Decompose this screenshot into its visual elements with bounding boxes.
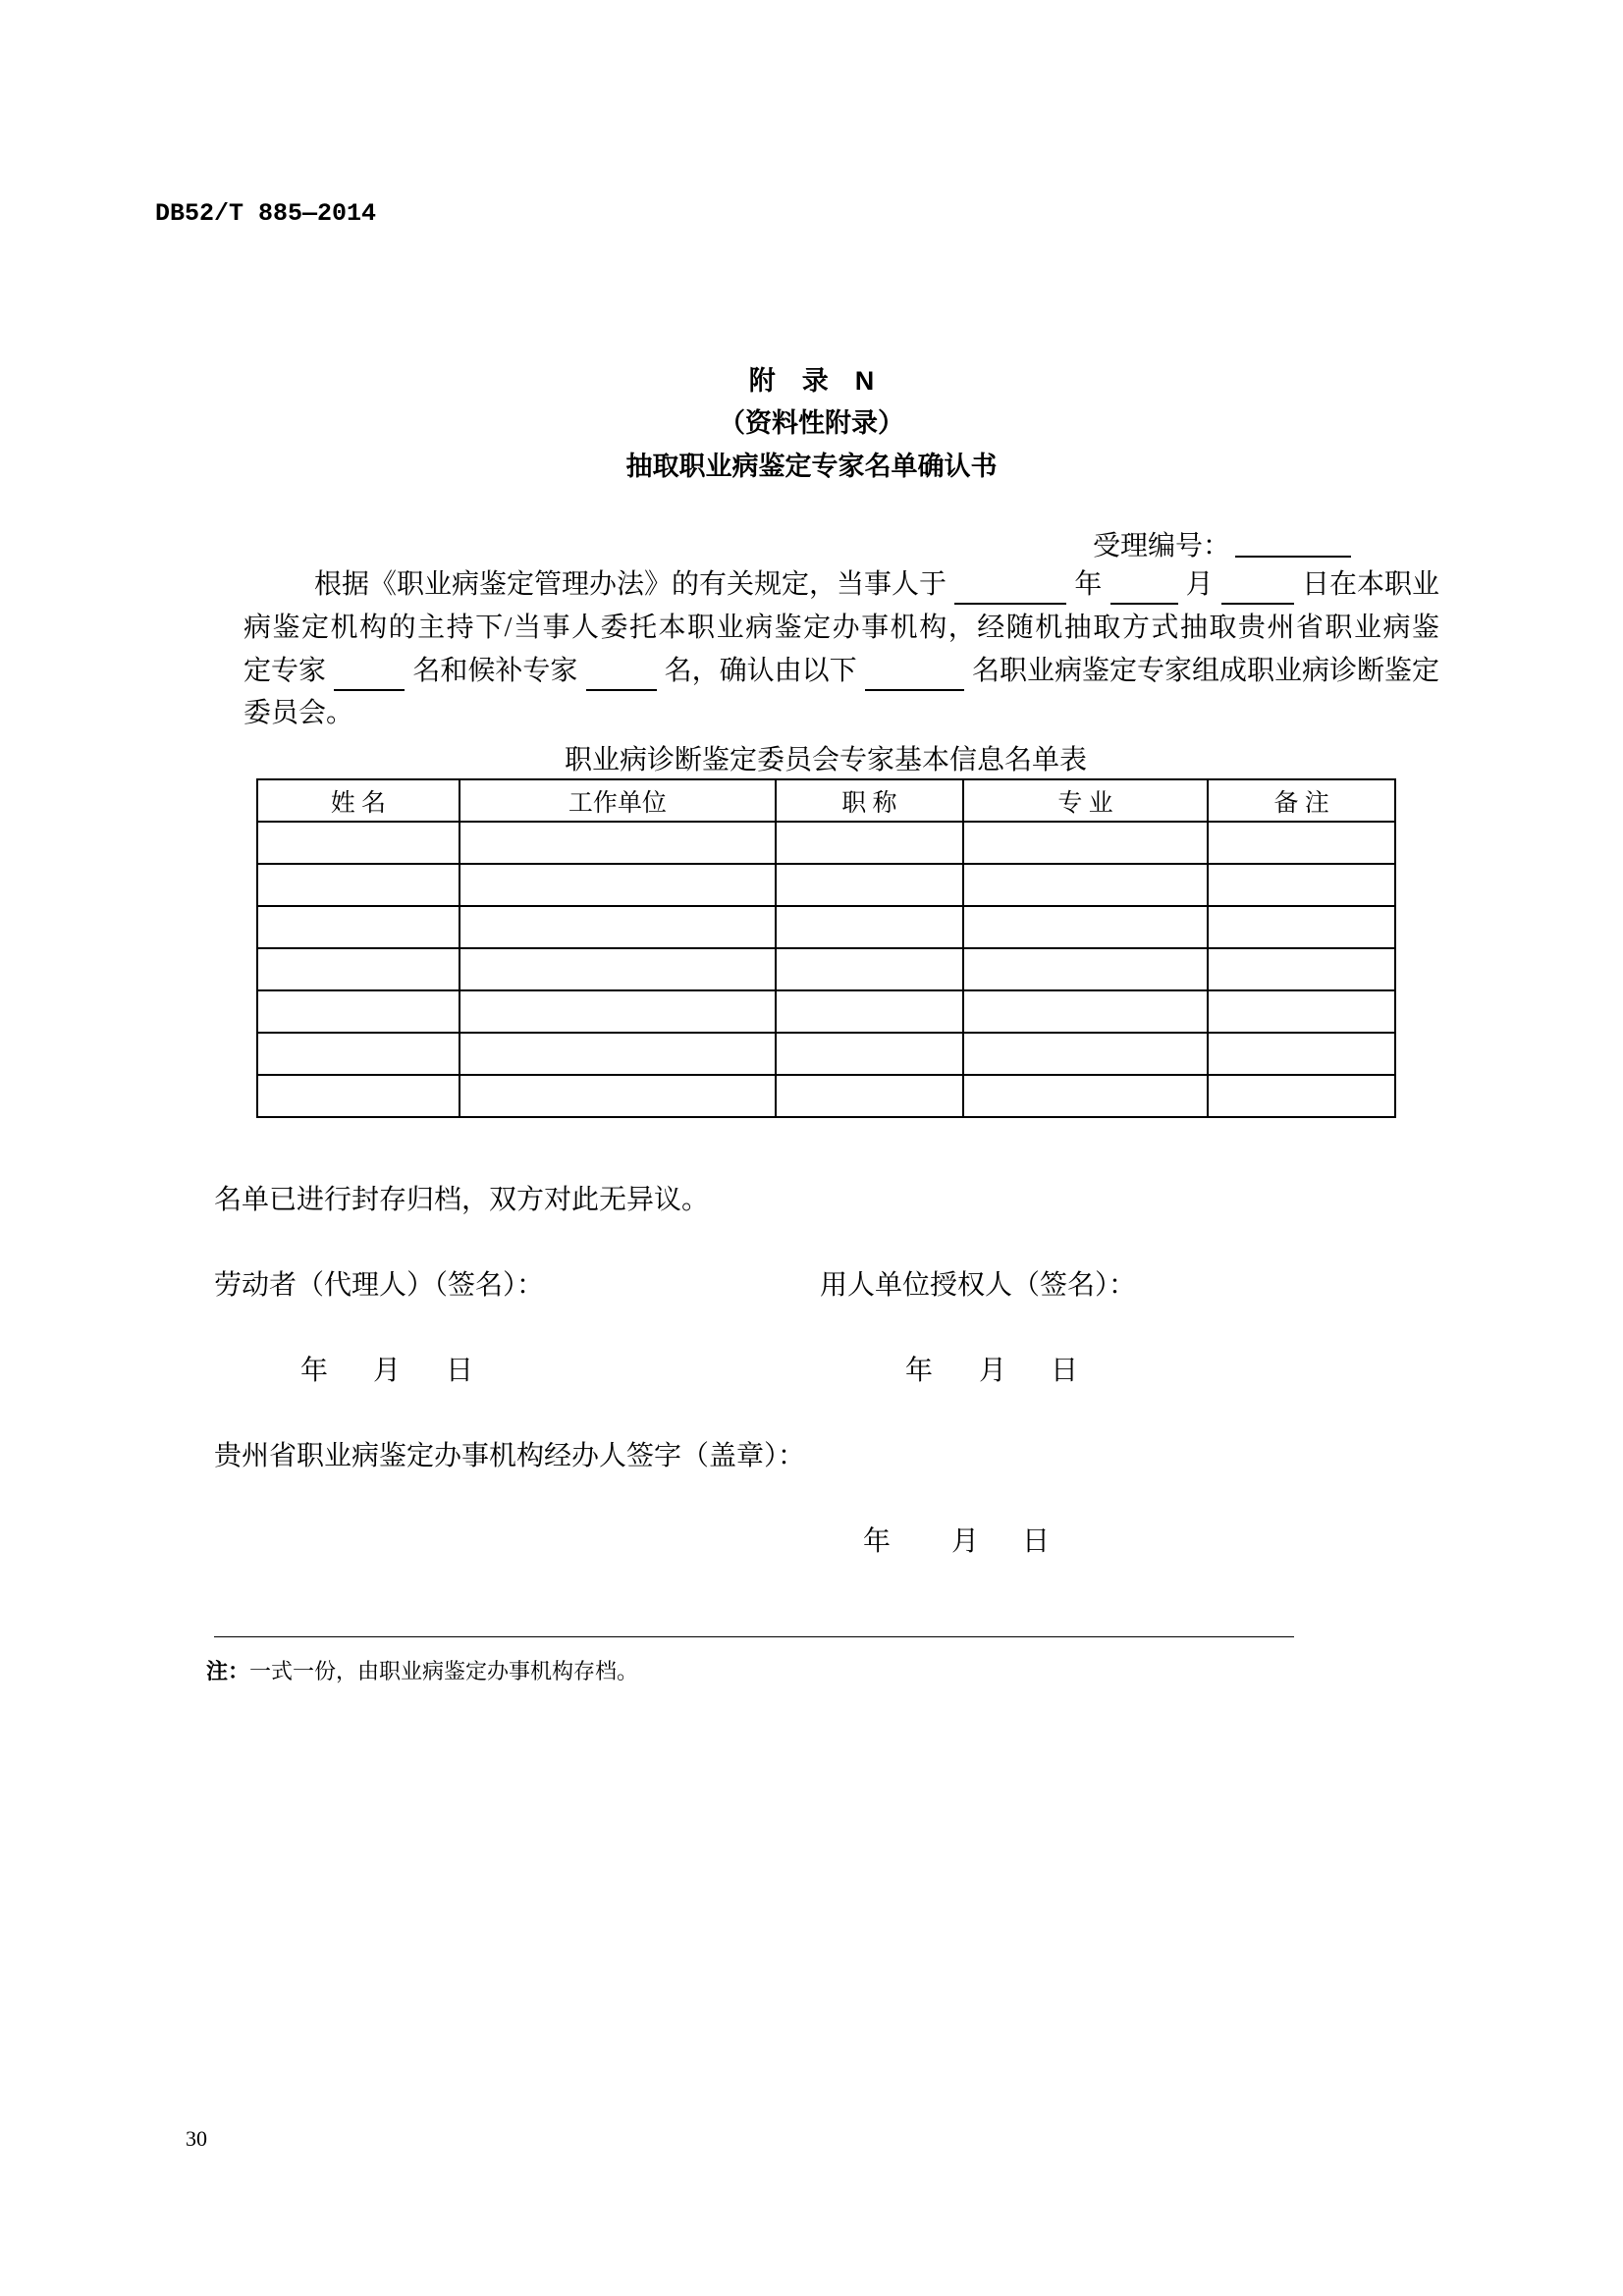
paragraph-text: 年 bbox=[1074, 569, 1103, 600]
table-cell[interactable] bbox=[460, 1033, 776, 1075]
paragraph-line bbox=[243, 694, 1439, 733]
table-cell[interactable] bbox=[257, 864, 460, 906]
statement: 名单已进行封存归档，双方对此无异议。 bbox=[214, 1185, 710, 1215]
table-cell[interactable] bbox=[776, 822, 963, 864]
column-header: 备 注 bbox=[1208, 779, 1395, 822]
table-row bbox=[257, 990, 1395, 1033]
table-cell[interactable] bbox=[963, 822, 1209, 864]
fill-in-blank[interactable] bbox=[1221, 573, 1294, 605]
acceptance-number-field[interactable] bbox=[1235, 556, 1351, 558]
table-cell[interactable] bbox=[460, 906, 776, 948]
fill-in-blank[interactable] bbox=[334, 660, 405, 691]
employer-date-year: 年 bbox=[905, 1356, 934, 1386]
worker-signature-label: 劳动者（代理人）（签名）： bbox=[214, 1270, 545, 1301]
paragraph-text: 委员会。 bbox=[243, 698, 354, 728]
fill-in-blank[interactable] bbox=[1110, 573, 1178, 605]
table-cell[interactable] bbox=[1208, 948, 1395, 990]
employer-date-month: 月 bbox=[979, 1356, 1007, 1386]
footnote bbox=[206, 1655, 638, 1685]
table-cell[interactable] bbox=[776, 906, 963, 948]
paragraph-text: 病鉴定机构的主持下/当事人委托本职业病鉴定办事机构，经随机抽取方式抽取贵州省职业病鉴 bbox=[243, 613, 1439, 643]
paragraph-text: 月 bbox=[1185, 569, 1214, 600]
paragraph-line bbox=[243, 652, 1439, 691]
table-row bbox=[257, 822, 1395, 864]
table-cell[interactable] bbox=[776, 864, 963, 906]
table-cell[interactable] bbox=[1208, 822, 1395, 864]
table-cell[interactable] bbox=[776, 948, 963, 990]
worker-date-year: 年 bbox=[300, 1356, 329, 1386]
column-header: 姓 名 bbox=[257, 779, 460, 822]
employer-date-day: 日 bbox=[1051, 1356, 1079, 1386]
table-cell[interactable] bbox=[257, 1033, 460, 1075]
table-cell[interactable] bbox=[460, 822, 776, 864]
table-cell[interactable] bbox=[963, 990, 1209, 1033]
column-header: 工作单位 bbox=[460, 779, 776, 822]
agency-date-year: 年 bbox=[863, 1526, 892, 1557]
agency-date-day: 日 bbox=[1022, 1526, 1051, 1557]
acceptance-number-label: 受理编号： bbox=[1093, 531, 1231, 561]
column-header: 专 业 bbox=[963, 779, 1209, 822]
table-cell[interactable] bbox=[460, 864, 776, 906]
table-cell[interactable] bbox=[963, 864, 1209, 906]
employer-signature-label: 用人单位授权人（签名）： bbox=[820, 1270, 1137, 1301]
table-row bbox=[257, 1075, 1395, 1117]
table-cell[interactable] bbox=[776, 1075, 963, 1117]
paragraph-line bbox=[243, 609, 1439, 648]
worker-date-day: 日 bbox=[446, 1356, 474, 1386]
footnote-text: 一式一份，由职业病鉴定办事机构存档。 bbox=[249, 1659, 639, 1683]
table-cell[interactable] bbox=[963, 1075, 1209, 1117]
table-cell[interactable] bbox=[776, 990, 963, 1033]
appendix-title: 抽取职业病鉴定专家名单确认书 bbox=[625, 452, 998, 481]
table-cell[interactable] bbox=[257, 822, 460, 864]
agency-date-month: 月 bbox=[951, 1526, 980, 1557]
table-caption: 职业病诊断鉴定委员会专家基本信息名单表 bbox=[564, 745, 1087, 775]
table-cell[interactable] bbox=[1208, 1075, 1395, 1117]
table-cell[interactable] bbox=[1208, 990, 1395, 1033]
column-header: 职 称 bbox=[776, 779, 963, 822]
appendix-type: （资料性附录） bbox=[719, 408, 904, 438]
table-cell[interactable] bbox=[257, 948, 460, 990]
table-cell[interactable] bbox=[460, 990, 776, 1033]
worker-date-month: 月 bbox=[373, 1356, 402, 1386]
paragraph-text: 定专家 bbox=[243, 656, 327, 686]
table-row bbox=[257, 1033, 1395, 1075]
table-row bbox=[257, 948, 1395, 990]
table-cell[interactable] bbox=[257, 990, 460, 1033]
table-cell[interactable] bbox=[1208, 864, 1395, 906]
table-cell[interactable] bbox=[963, 948, 1209, 990]
paragraph-text: 根据《职业病鉴定管理办法》的有关规定，当事人于 bbox=[314, 569, 947, 600]
paragraph-text: 名，确认由以下 bbox=[664, 656, 857, 686]
table-cell[interactable] bbox=[1208, 906, 1395, 948]
table-row bbox=[257, 906, 1395, 948]
document-id: DB52/T 885—2014 bbox=[155, 199, 377, 228]
fill-in-blank[interactable] bbox=[865, 660, 964, 691]
fill-in-blank[interactable] bbox=[586, 660, 657, 691]
footnote-rule bbox=[214, 1636, 1294, 1637]
page-number: 30 bbox=[186, 2126, 207, 2151]
expert-table bbox=[256, 778, 1396, 1118]
footnote-prefix: 注： bbox=[206, 1659, 250, 1683]
fill-in-blank[interactable] bbox=[954, 573, 1066, 605]
table-cell[interactable] bbox=[257, 1075, 460, 1117]
paragraph-line bbox=[314, 565, 1439, 605]
table-cell[interactable] bbox=[963, 906, 1209, 948]
table-cell[interactable] bbox=[963, 1033, 1209, 1075]
agency-signature-label: 贵州省职业病鉴定办事机构经办人签字（盖章）： bbox=[214, 1441, 806, 1471]
paragraph-text: 名职业病鉴定专家组成职业病诊断鉴定 bbox=[971, 656, 1439, 686]
table-cell[interactable] bbox=[460, 1075, 776, 1117]
table-cell[interactable] bbox=[257, 906, 460, 948]
table-cell[interactable] bbox=[1208, 1033, 1395, 1075]
paragraph-text: 日在本职业 bbox=[1301, 569, 1439, 600]
table-cell[interactable] bbox=[460, 948, 776, 990]
appendix-label: 附 录 N bbox=[748, 366, 875, 396]
table-row bbox=[257, 864, 1395, 906]
table-cell[interactable] bbox=[776, 1033, 963, 1075]
paragraph-text: 名和候补专家 bbox=[412, 656, 578, 686]
